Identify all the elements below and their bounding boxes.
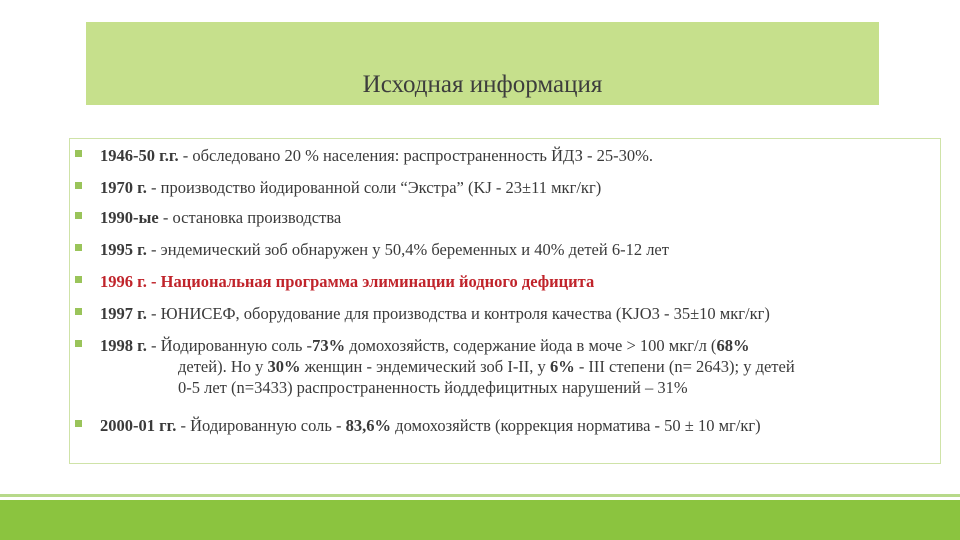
bullet-icon — [75, 308, 82, 315]
bullet-icon — [75, 150, 82, 157]
footer-divider — [0, 494, 960, 497]
bullet-icon — [75, 420, 82, 427]
item-text: 1995 г. - эндемический зоб обнаружен у 50,4% беременных и 40% детей 6-12 лет — [100, 240, 669, 259]
item-text: 2000-01 гг. - Йодированную соль - 83,6% домохозяйств (коррекция норматива - 50 ± 10 мг/кг) — [100, 416, 761, 435]
bullet-icon — [75, 212, 82, 219]
footer-bar — [0, 500, 960, 540]
content-box — [69, 138, 941, 464]
item-text: 1990-ые - остановка производства — [100, 208, 342, 227]
item-text: 1970 г. - производство йодированной соли “Экстра” (KJ - 23±11 мкг/кг) — [100, 178, 602, 197]
bullet-icon — [75, 340, 82, 347]
title-bar — [86, 22, 879, 105]
bullet-icon — [75, 276, 82, 283]
bullet-icon — [75, 244, 82, 251]
item-text: 1998 г. - Йодированную соль -73% домохозяйств, содержание йода в моче > 100 мкг/л (68% детей). Но у 30% женщин - эндемический зоб I-II, у 6% - III степени (n= 2643); у детей 0-5 лет (n=3433) распространенность йоддефицитных нарушений – 31% — [100, 336, 795, 397]
item-text-highlight: 1996 г. - Национальная программа элиминации йодного дефицита — [100, 272, 595, 291]
item-text: 1997 г. - ЮНИСЕФ, оборудование для производства и контроля качества (KJO3 - 35±10 мкг/кг) — [100, 304, 770, 323]
bullet-icon — [75, 182, 82, 189]
item-text: 1946-50 г.г. - обследовано 20 % населения: распространенность ЙДЗ - 25-30%. — [100, 146, 654, 165]
slide-title: Исходная информация — [362, 71, 603, 98]
